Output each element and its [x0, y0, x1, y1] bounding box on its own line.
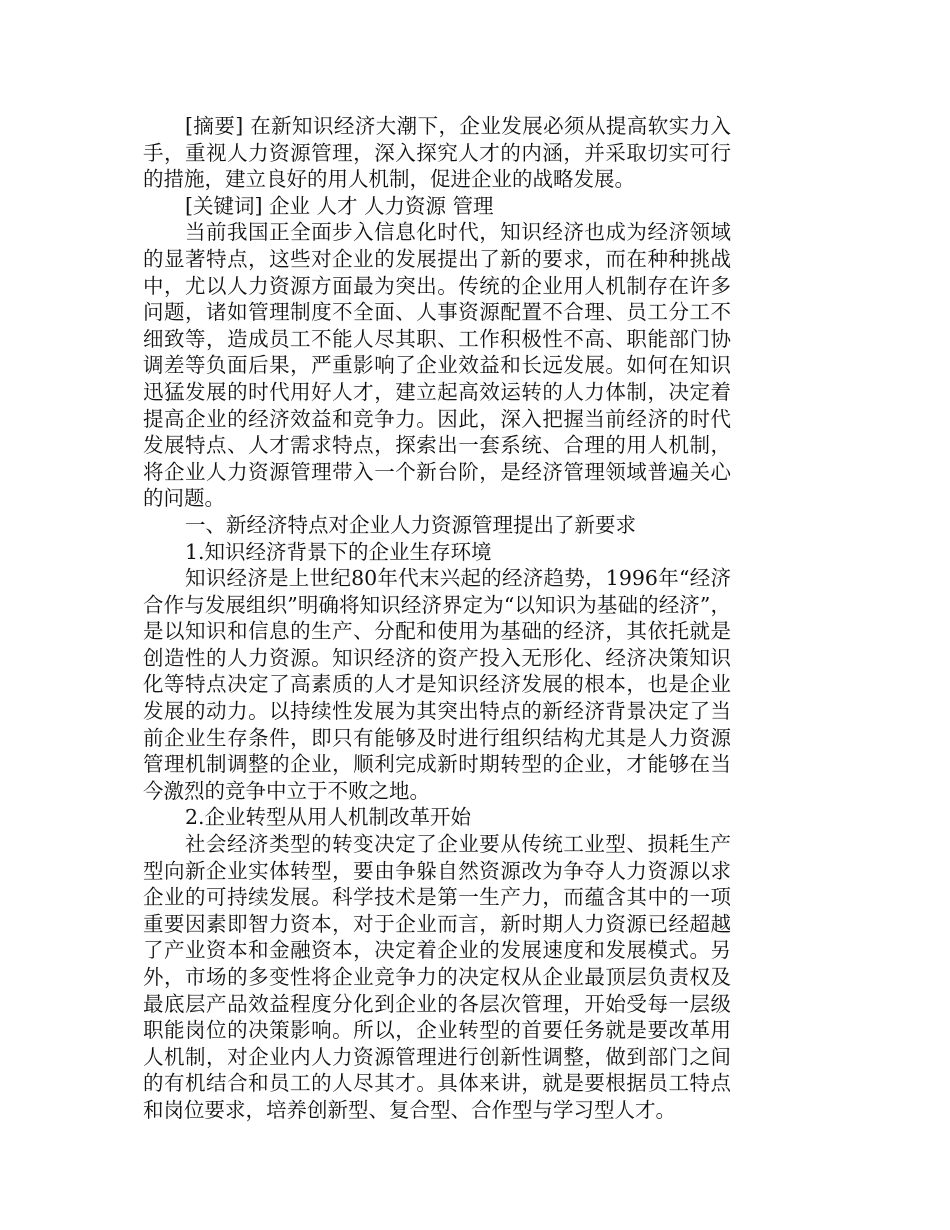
abstract-paragraph: [摘要] 在新知识经济大潮下，企业发展必须从提高软实力入手，重视人力资源管理，深入探究人才的内涵，并采取切实可行的措施，建立良好的用人机制，促进企业的战略发展。 — [143, 114, 731, 192]
document-body — [143, 113, 731, 1124]
subsection-2-paragraph: 社会经济类型的转变决定了企业要从传统工业型、损耗生产型向新企业实体转型，要由争躲自然资源改为争夺人力资源以求企业的可持续发展。科学技术是第一生产力，而蕴含其中的一项重要因素即智力资本，对于企业而言，新时期人力资源已经超越了产业资本和金融资本，决定着企业的发展速度和发展模式。另外，市场的多变性将企业竞争力的决定权从企业最顶层负责权及最底层产品效益程度分化到企业的各层次管理，开始受每一层级职能岗位的决策影响。所以，企业转型的首要任务就是要改革用人机制，对企业内人力资源管理进行创新性调整，做到部门之间的有机结合和员工的人尽其才。具体来讲，就是要根据员工特点和岗位要求，培养创新型、复合型、合作型与学习型人才。 — [143, 832, 731, 1122]
subsection-heading-1: 1.知识经济背景下的企业生存环境 — [185, 539, 492, 564]
intro-paragraph: 当前我国正全面步入信息化时代，知识经济也成为经济领域的显著特点，这些对企业的发展提出了新的要求，而在种种挑战中，尤以人力资源方面最为突出。传统的企业用人机制存在许多问题，诸如管理制度不全面、人事资源配置不合理、员工分工不细致等，造成员工不能人尽其职、工作积极性不高、职能部门协调差等负面后果，严重影响了企业效益和长远发展。如何在知识迅猛发展的时代用好人才，建立起高效运转的人力体制，决定着提高企业的经济效益和竞争力。因此，深入把握当前经济的时代发展特点、人才需求特点，探索出一套系统、合理的用人机制，将企业人力资源管理带入一个新台阶，是经济管理领域普遍关心的问题。 — [143, 220, 731, 511]
section-heading: 一、新经济特点对企业人力资源管理提出了新要求 — [185, 512, 636, 537]
subsection-1-paragraph: 知识经济是上世纪80年代末兴起的经济趋势，1996年“经济合作与发展组织”明确将知识经济界定为“以知识为基础的经济”，是以知识和信息的生产、分配和使用为基础的经济，其依托就是创造性的人力资源。知识经济的资产投入无形化、经济决策知识化等特点决定了高素质的人才是知识经济发展的根本，也是企业发展的动力。以持续性发展为其突出特点的新经济背景决定了当前企业生存条件，即只有能够及时进行组织结构尤其是人力资源管理机制调整的企业，顺利完成新时期转型的企业，才能够在当今激烈的竞争中立于不败之地。 — [143, 566, 731, 803]
keywords-paragraph: [关键词] 企业 人才 人力资源 管理 — [185, 193, 494, 218]
subsection-heading-2: 2.企业转型从用人机制改革开始 — [185, 805, 472, 830]
